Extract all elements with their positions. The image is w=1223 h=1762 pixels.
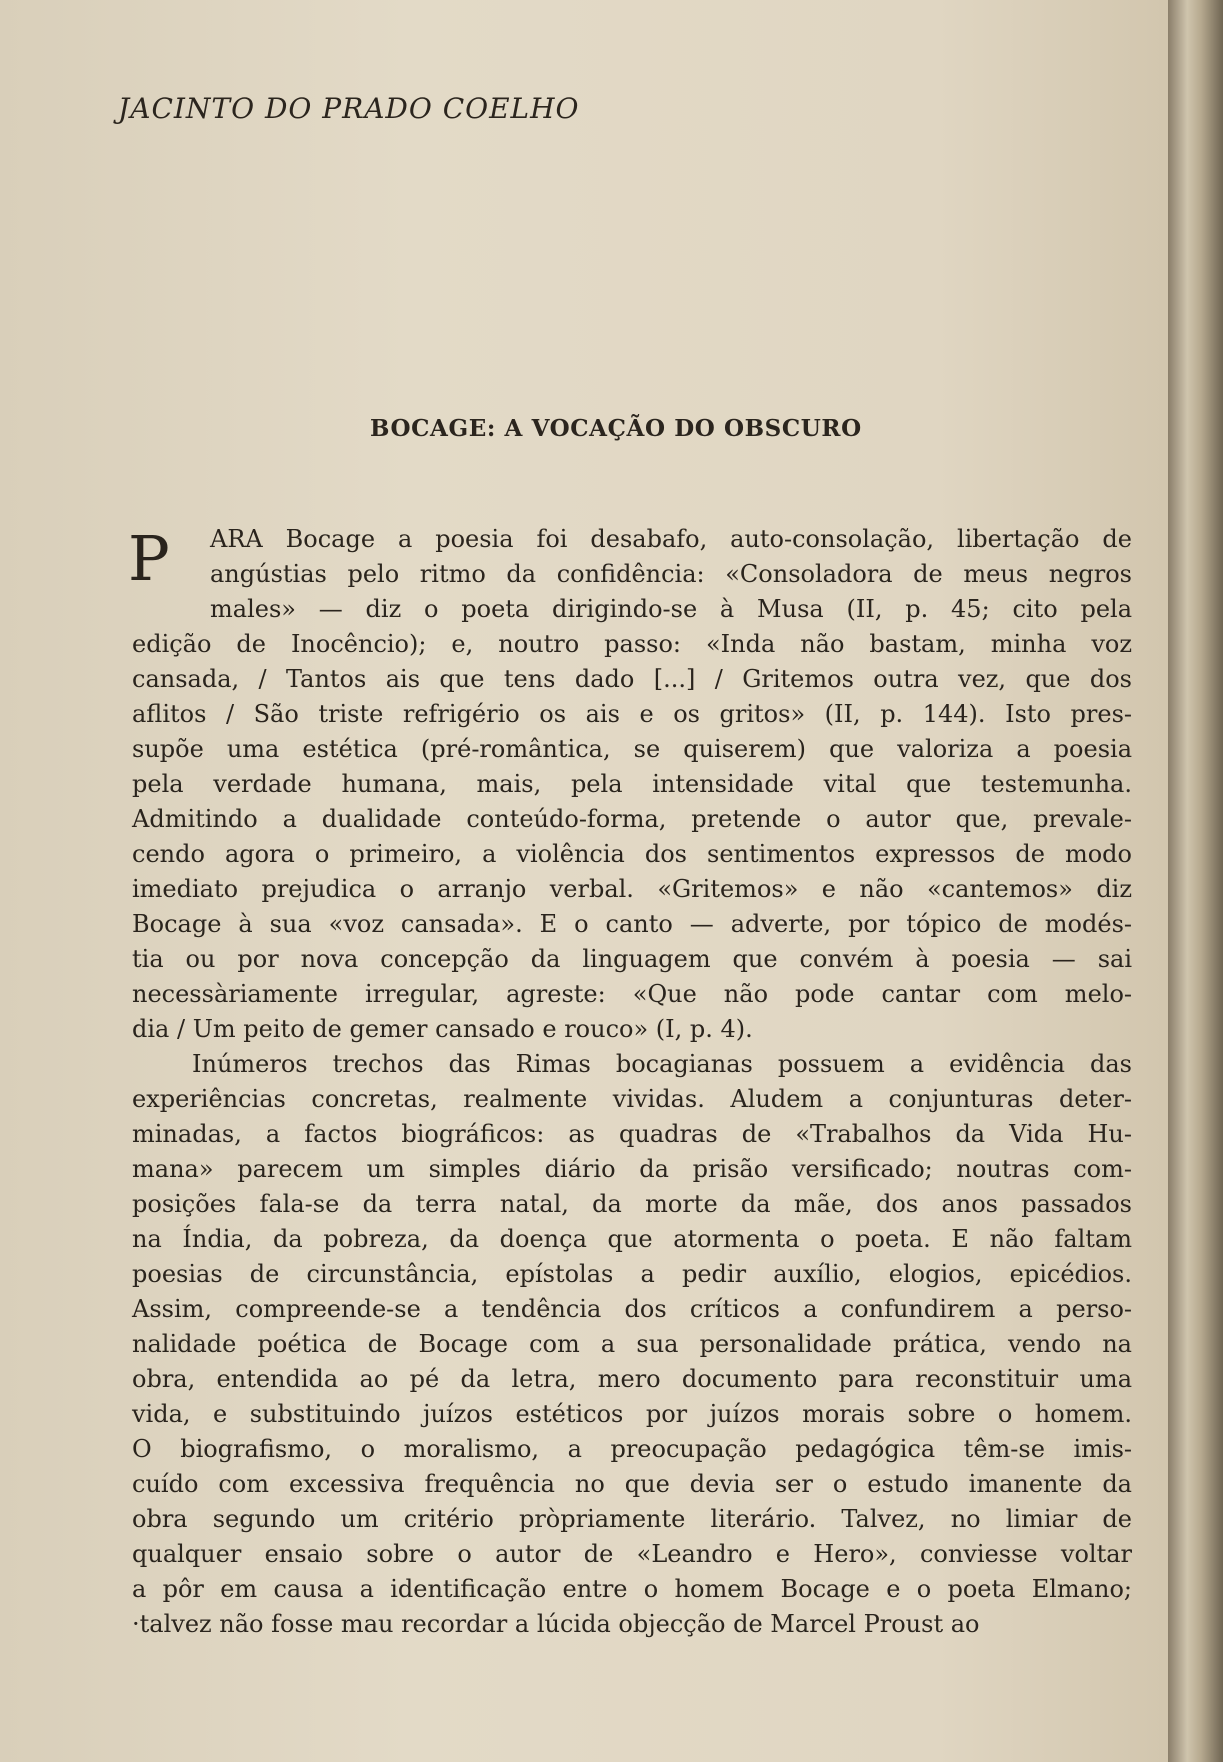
text-line: Admitindo a dualidade conteúdo-forma, pretende o autor que, prevale- xyxy=(132,805,1132,833)
text-line: tia ou por nova concepção da linguagem que convém à poesia — sai xyxy=(132,945,1132,973)
text-line: cansada, / Tantos ais que tens dado [...] / Gritemos outra vez, que dos xyxy=(132,665,1132,693)
text-line: pela verdade humana, mais, pela intensidade vital que testemunha. xyxy=(132,770,1132,798)
text-line: obra, entendida ao pé da letra, mero documento para reconstituir uma xyxy=(132,1365,1132,1393)
text-line: ·talvez não fosse mau recordar a lúcida objecção de Marcel Proust ao xyxy=(132,1610,980,1638)
text-line: ARA Bocage a poesia foi desabafo, auto-consolação, libertação de xyxy=(210,525,1132,553)
text-line: minadas, a factos biográficos: as quadras de «Trabalhos da Vida Hu- xyxy=(132,1120,1132,1148)
text-line: obra segundo um critério pròpriamente literário. Talvez, no limiar de xyxy=(132,1505,1132,1533)
text-line: necessàriamente irregular, agreste: «Que não pode cantar com melo- xyxy=(132,980,1132,1008)
text-line: supõe uma estética (pré-romântica, se quiserem) que valoriza a poesia xyxy=(132,735,1132,763)
text-line: cendo agora o primeiro, a violência dos sentimentos expressos de modo xyxy=(132,840,1132,868)
text-line: O biografismo, o moralismo, a preocupação pedagógica têm-se imis- xyxy=(132,1435,1132,1463)
text-line: qualquer ensaio sobre o autor de «Leandro e Hero», conviesse voltar xyxy=(132,1540,1132,1568)
text-line: vida, e substituindo juízos estéticos por juízos morais sobre o homem. xyxy=(132,1400,1132,1428)
book-gutter xyxy=(1168,0,1223,1762)
text-line: nalidade poética de Bocage com a sua personalidade prática, vendo na xyxy=(132,1330,1132,1358)
text-line: poesias de circunstância, epístolas a pedir auxílio, elogios, epicédios. xyxy=(132,1260,1132,1288)
text-line: experiências concretas, realmente vividas. Aludem a conjunturas deter- xyxy=(132,1085,1132,1113)
text-line: edição de Inocêncio); e, noutro passo: «Inda não bastam, minha voz xyxy=(132,630,1132,658)
text-line: imediato prejudica o arranjo verbal. «Gritemos» e não «cantemos» diz xyxy=(132,875,1132,903)
body-text xyxy=(132,522,1132,1642)
text-line: angústias pelo ritmo da confidência: «Consoladora de meus negros xyxy=(210,560,1132,588)
text-line: a pôr em causa a identificação entre o homem Bocage e o poeta Elmano; xyxy=(132,1575,1132,1603)
text-line: posições fala-se da terra natal, da morte da mãe, dos anos passados xyxy=(132,1190,1132,1218)
text-line: Bocage à sua «voz cansada». E o canto — adverte, por tópico de modés- xyxy=(132,910,1132,938)
text-line: males» — diz o poeta dirigindo-se à Musa (II, p. 45; cito pela xyxy=(210,595,1132,623)
text-line: Assim, compreende-se a tendência dos críticos a confundirem a perso- xyxy=(132,1295,1132,1323)
chapter-title: BOCAGE: A VOCAÇÃO DO OBSCURO xyxy=(370,415,862,442)
text-line: dia / Um peito de gemer cansado e rouco» (I, p. 4). xyxy=(132,1015,753,1043)
text-line: Inúmeros trechos das Rimas bocagianas possuem a evidência das xyxy=(192,1050,1132,1078)
running-head: JACINTO DO PRADO COELHO xyxy=(118,92,580,125)
text-line: na Índia, da pobreza, da doença que atormenta o poeta. E não faltam xyxy=(132,1225,1132,1253)
text-line: mana» parecem um simples diário da prisão versificado; noutras com- xyxy=(132,1155,1132,1183)
text-line: aflitos / São triste refrigério os ais e os gritos» (II, p. 144). Isto pres- xyxy=(132,700,1132,728)
drop-cap: P xyxy=(128,522,170,595)
text-line: cuído com excessiva frequência no que devia ser o estudo imanente da xyxy=(132,1470,1132,1498)
